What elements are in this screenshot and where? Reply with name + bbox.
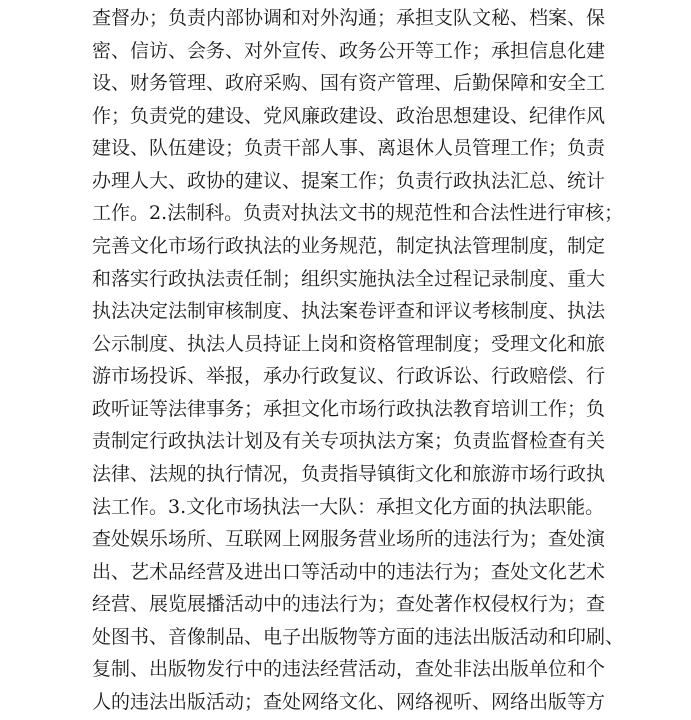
text-line: 复制、出版物发行中的违法经营活动，查处非法出版单位和个 [92, 658, 606, 680]
text-line: 工作。2.法制科。负责对执法文书的规范性和合法性进行审核； [92, 202, 624, 224]
text-line: 作；负责党的建设、党风廉政建设、政治思想建设、纪律作风 [92, 105, 606, 127]
text-line: 设、财务管理、政府采购、国有资产管理、后勤保障和安全工 [92, 72, 606, 94]
text-line: 人的违法出版活动；查处网络文化、网络视听、网络出版等方 [92, 691, 606, 713]
text-line: 和落实行政执法责任制；组织实施执法全过程记录制度、重大 [92, 268, 606, 290]
text-line: 建设、队伍建设；负责干部人事、离退休人员管理工作；负责 [92, 137, 606, 159]
text-line: 责制定行政执法计划及有关专项执法方案；负责监督检查有关 [92, 430, 606, 452]
text-line: 法律、法规的执行情况，负责指导镇街文化和旅游市场行政执 [92, 463, 606, 485]
text-line: 执法决定法制审核制度、执法案卷评查和评议考核制度、执法 [92, 300, 606, 322]
text-line: 游市场投诉、举报，承办行政复议、行政诉讼、行政赔偿、行 [92, 365, 606, 387]
text-line: 密、信访、会务、对外宣传、政务公开等工作；承担信息化建 [92, 40, 606, 62]
text-line: 政听证等法律事务；承担文化市场行政执法教育培训工作；负 [92, 398, 606, 420]
text-line: 经营、展览展播活动中的违法行为；查处著作权侵权行为；查 [92, 593, 606, 615]
text-line: 处图书、音像制品、电子出版物等方面的违法出版活动和印刷、 [92, 626, 625, 648]
text-line: 查督办；负责内部协调和对外沟通；承担支队文秘、档案、保 [92, 7, 606, 29]
text-line: 完善文化市场行政执法的业务规范，制定执法管理制度，制定 [92, 235, 606, 257]
text-line: 法工作。3.文化市场执法一大队：承担文化方面的执法职能。 [92, 496, 605, 518]
document-page [92, 0, 632, 720]
text-line: 办理人大、政协的建议、提案工作；负责行政执法汇总、统计 [92, 170, 606, 192]
text-line: 查处娱乐场所、互联网上网服务营业场所的违法行为；查处演 [92, 528, 606, 550]
text-line: 出、艺术品经营及进出口等活动中的违法行为；查处文化艺术 [92, 561, 606, 583]
text-line: 公示制度、执法人员持证上岗和资格管理制度；受理文化和旅 [92, 333, 606, 355]
